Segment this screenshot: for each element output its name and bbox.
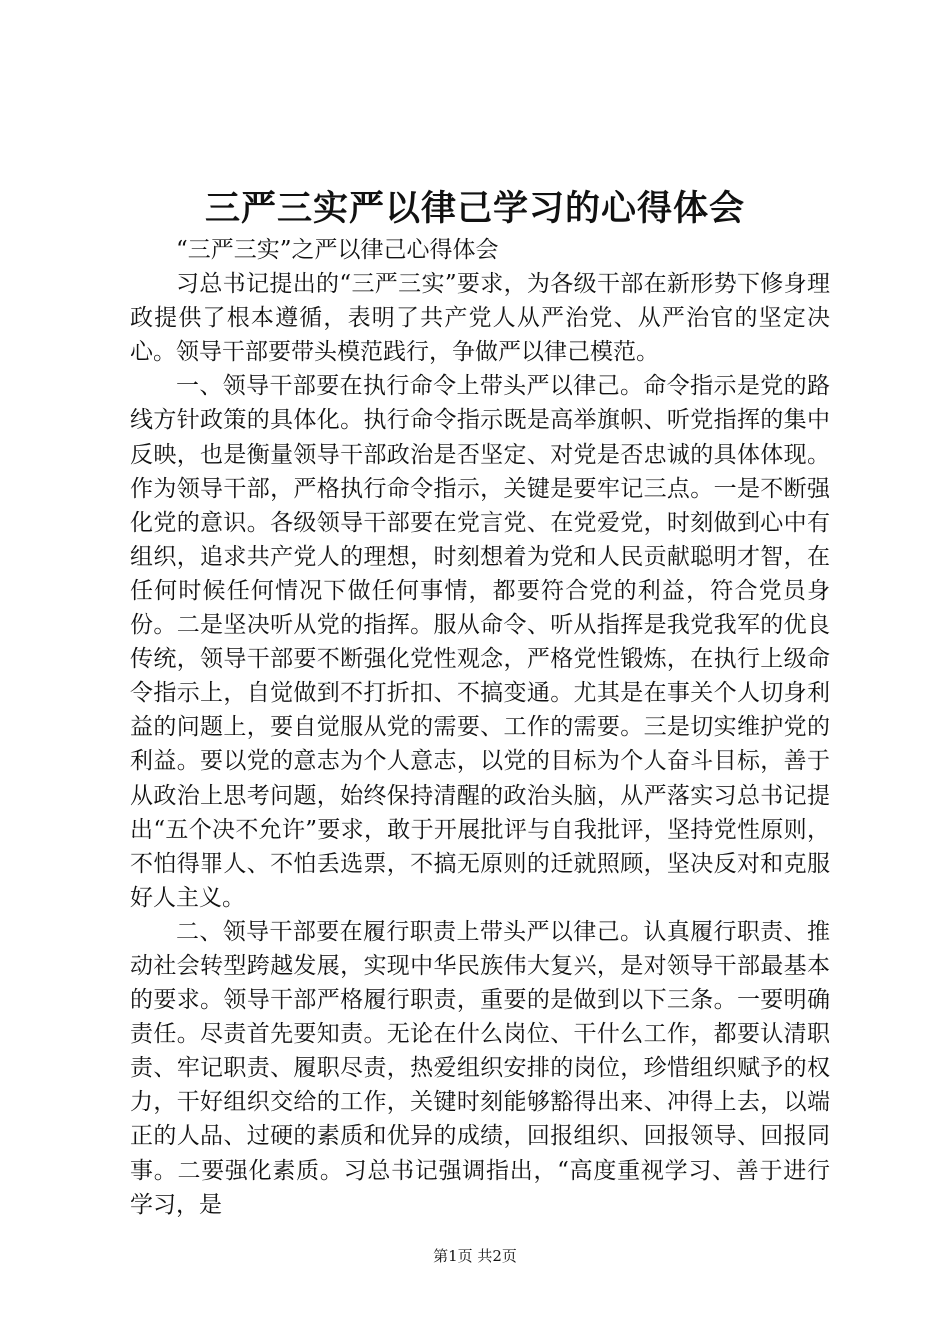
document-body [130,233,830,1222]
page-footer: 第1页 共2页 [433,1247,517,1265]
section-one-paragraph: 一、领导干部要在执行命令上带头严以律己。命令指示是党的路线方针政策的具体化。执行命令指示既是高举旗帜、听党指挥的集中反映，也是衡量领导干部政治是否坚定、对党是否忠诚的具体体现。作为领导干部，严格执行命令指示，关键是要牢记三点。一是不断强化党的意识。各级领导干部要在党言党、在党爱党，时刻做到心中有组织，追求共产党人的理想，时刻想着为党和人民贡献聪明才智，在任何时候任何情况下做任何事情，都要符合党的利益，符合党员身份。二是坚决听从党的指挥。服从命令、听从指挥是我党我军的优良传统，领导干部要不断强化党性观念，严格党性锻炼，在执行上级命令指示上，自觉做到不打折扣、不搞变通。尤其是在事关个人切身利益的问题上，要自觉服从党的需要、工作的需要。三是切实维护党的利益。要以党的意志为个人意志，以党的目标为个人奋斗目标，善于从政治上思考问题，始终保持清醒的政治头脑，从严落实习总书记提出“五个决不允许”要求，敢于开展批评与自我批评，坚持党性原则，不怕得罪人、不怕丢选票，不搞无原则的迁就照顾，坚决反对和克服好人主义。 [130,373,830,911]
subtitle-paragraph: “三严三实”之严以律己心得体会 [176,237,499,263]
section-two-paragraph: 二、领导干部要在履行职责上带头严以律己。认真履行职责、推动社会转型跨越发展，实现中华民族伟大复兴，是对领导干部最基本的要求。领导干部严格履行职责，重要的是做到以下三条。一要明确责任。尽责首先要知责。无论在什么岗位、干什么工作，都要认清职责、牢记职责、履职尽责，热爱组织安排的岗位，珍惜组织赋予的权力，干好组织交给的工作，关键时刻能够豁得出来、冲得上去，以端正的人品、过硬的素质和优异的成绩，回报组织、回报领导、回报同事。二要强化素质。习总书记强调指出，“高度重视学习、善于进行学习，是 [130,918,830,1218]
intro-paragraph: 习总书记提出的“三严三实”要求，为各级干部在新形势下修身理政提供了根本遵循，表明了共产党人从严治党、从严治官的坚定决心。领导干部要带头模范践行，争做严以律己模范。 [130,271,830,366]
document-title: 三严三实严以律己学习的心得体会 [204,188,745,229]
